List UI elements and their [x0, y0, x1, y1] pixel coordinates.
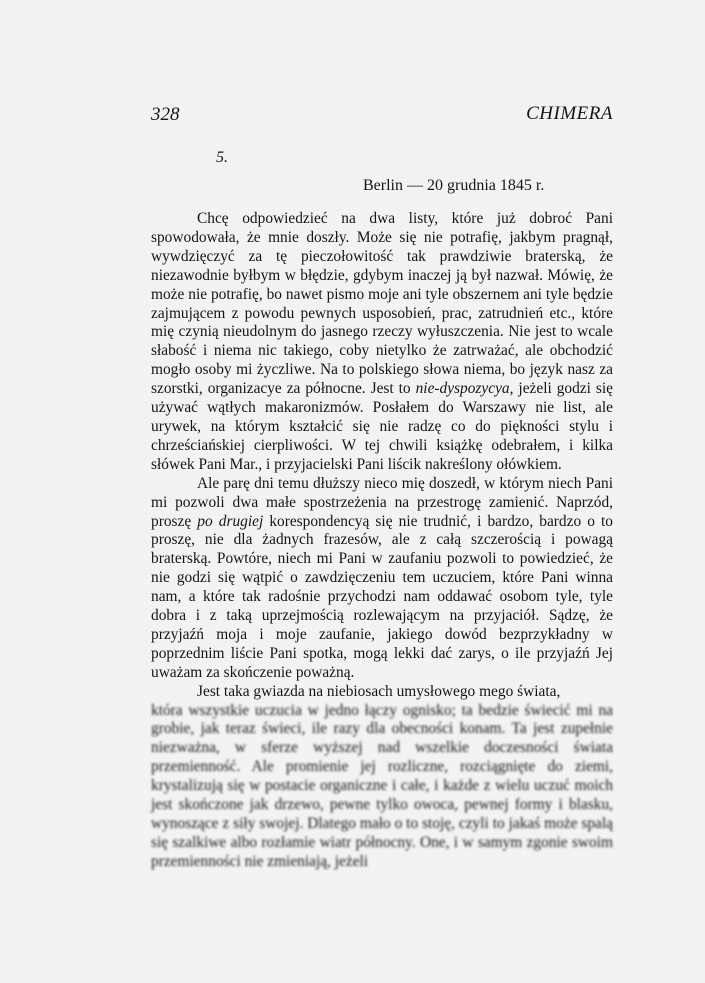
paragraph-1	[151, 210, 613, 475]
paragraph-3	[151, 683, 613, 702]
paragraph-1-text-b: , jeżeli godzi się używać wątłych makaronizmów. Posłałem do Warszawy nie list, ale urywek, na którym kształcić się nie radzę co do piękności stylu i chrześciańskiej cierpliwości. W tej chwili książkę odebrałem, i kilka słówek Pani Mar., i przyjacielski Pani liścik nakreślony ołówkiem.	[151, 380, 613, 473]
paragraph-3-continuation	[151, 702, 613, 872]
paragraph-1-text-a: Chcę odpowiedzieć na dwa listy, które już dobroć Pani spowodowała, że mnie doszły. Może się nie potrafię, jakbym pragnął, wywdzięczyć za tę pieczołowitość tak prawdziwie braterską, że niezawodnie byłbym w błędzie, gdybym inaczej ją był nazwał. Mówię, że może nie potrafię, bo nawet pismo moje ani tyle obszernem ani tyle będzie zajmującem z powodu pewnych usposobień, prac, zatrudnień etc., które mię czynią nieudolnym do jasnego rzeczy wyłuszczenia. Nie jest to wcale słabość i niema nic takiego, coby nietylko że zatrważać, ale obchodzić mogło osoby mi życzliwe. Na to polskiego słowa niema, bo język nasz za szorstki, organizacye za północne. Jest to	[151, 210, 613, 398]
paragraph-2	[151, 475, 613, 683]
page-number: 328	[151, 104, 180, 125]
letter-body	[151, 210, 613, 872]
paragraph-1-emphasis: nie-dyspozycya	[415, 380, 510, 398]
dateline: Berlin — 20 grudnia 1845 r.	[363, 177, 545, 194]
paragraph-3-text-blurred: która wszystkie uczucia w jedno łączy ognisko; ta bedzie świecić mi na grobie, jak teraz świeci, ile razy dla obecności konam. Ta jest zupełnie niezważna, w sferze wyższej nad wszelkie doczesności świata przemienność. Ale promienie jej rozliczne, rozciągnięte do ziemi, krystalizują się w postacie organiczne i całe, i każde z wielu uczuć moich jest skończone jak drzewo, pewne tylko owoca, pewnej formy i blasku, wynoszące z siły swojej. Dlatego mało o to stoję, czyli to jakaś może spalą się szalkiwe albo rozłamie wiatr północny. One, i w samym zgonie swoim przemienności nie zmieniają, jeżeli	[151, 701, 613, 870]
page-header	[151, 104, 613, 128]
letter-number: 5.	[216, 149, 228, 166]
paragraph-3-text-clear: Jest taka gwiazda na niebiosach umysłowego mego świata,	[197, 682, 561, 700]
paragraph-2-emphasis: po drugiej	[197, 512, 264, 530]
paragraph-2-text-b: korespondencyą się nie trudnić, i bardzo, bardzo o to proszę, nie dla żadnych frazesów, ale z całą szczerością i powagą braterską. Powtóre, niech mi Pani w zaufaniu pozwoli to powiedzieć, że nie godzi się wątpić o zawdzięczeniu tem uczuciem, które Pani winna nam, a które tak radośnie przychodzi nam oddawać osobom tyle, tyle dobra i z taką uprzejmością rozlewającym na przyjaciół. Sądzę, że przyjaźń moja i moje zaufanie, jakiego dowód bezprzykładny w poprzednim liście Pani spotka, mogą lekki dać zarys, o ile przyjaźń Jej uważam za skończenie poważną.	[151, 512, 614, 681]
paragraph-2-text-a: Ale parę dni temu dłuższy nieco mię doszedł, w którym niech Pani mi pozwoli dwa małe spostrzeżenia na przestrogę zamienić. Naprzód, proszę	[151, 474, 613, 530]
running-head: CHIMERA	[526, 103, 613, 124]
